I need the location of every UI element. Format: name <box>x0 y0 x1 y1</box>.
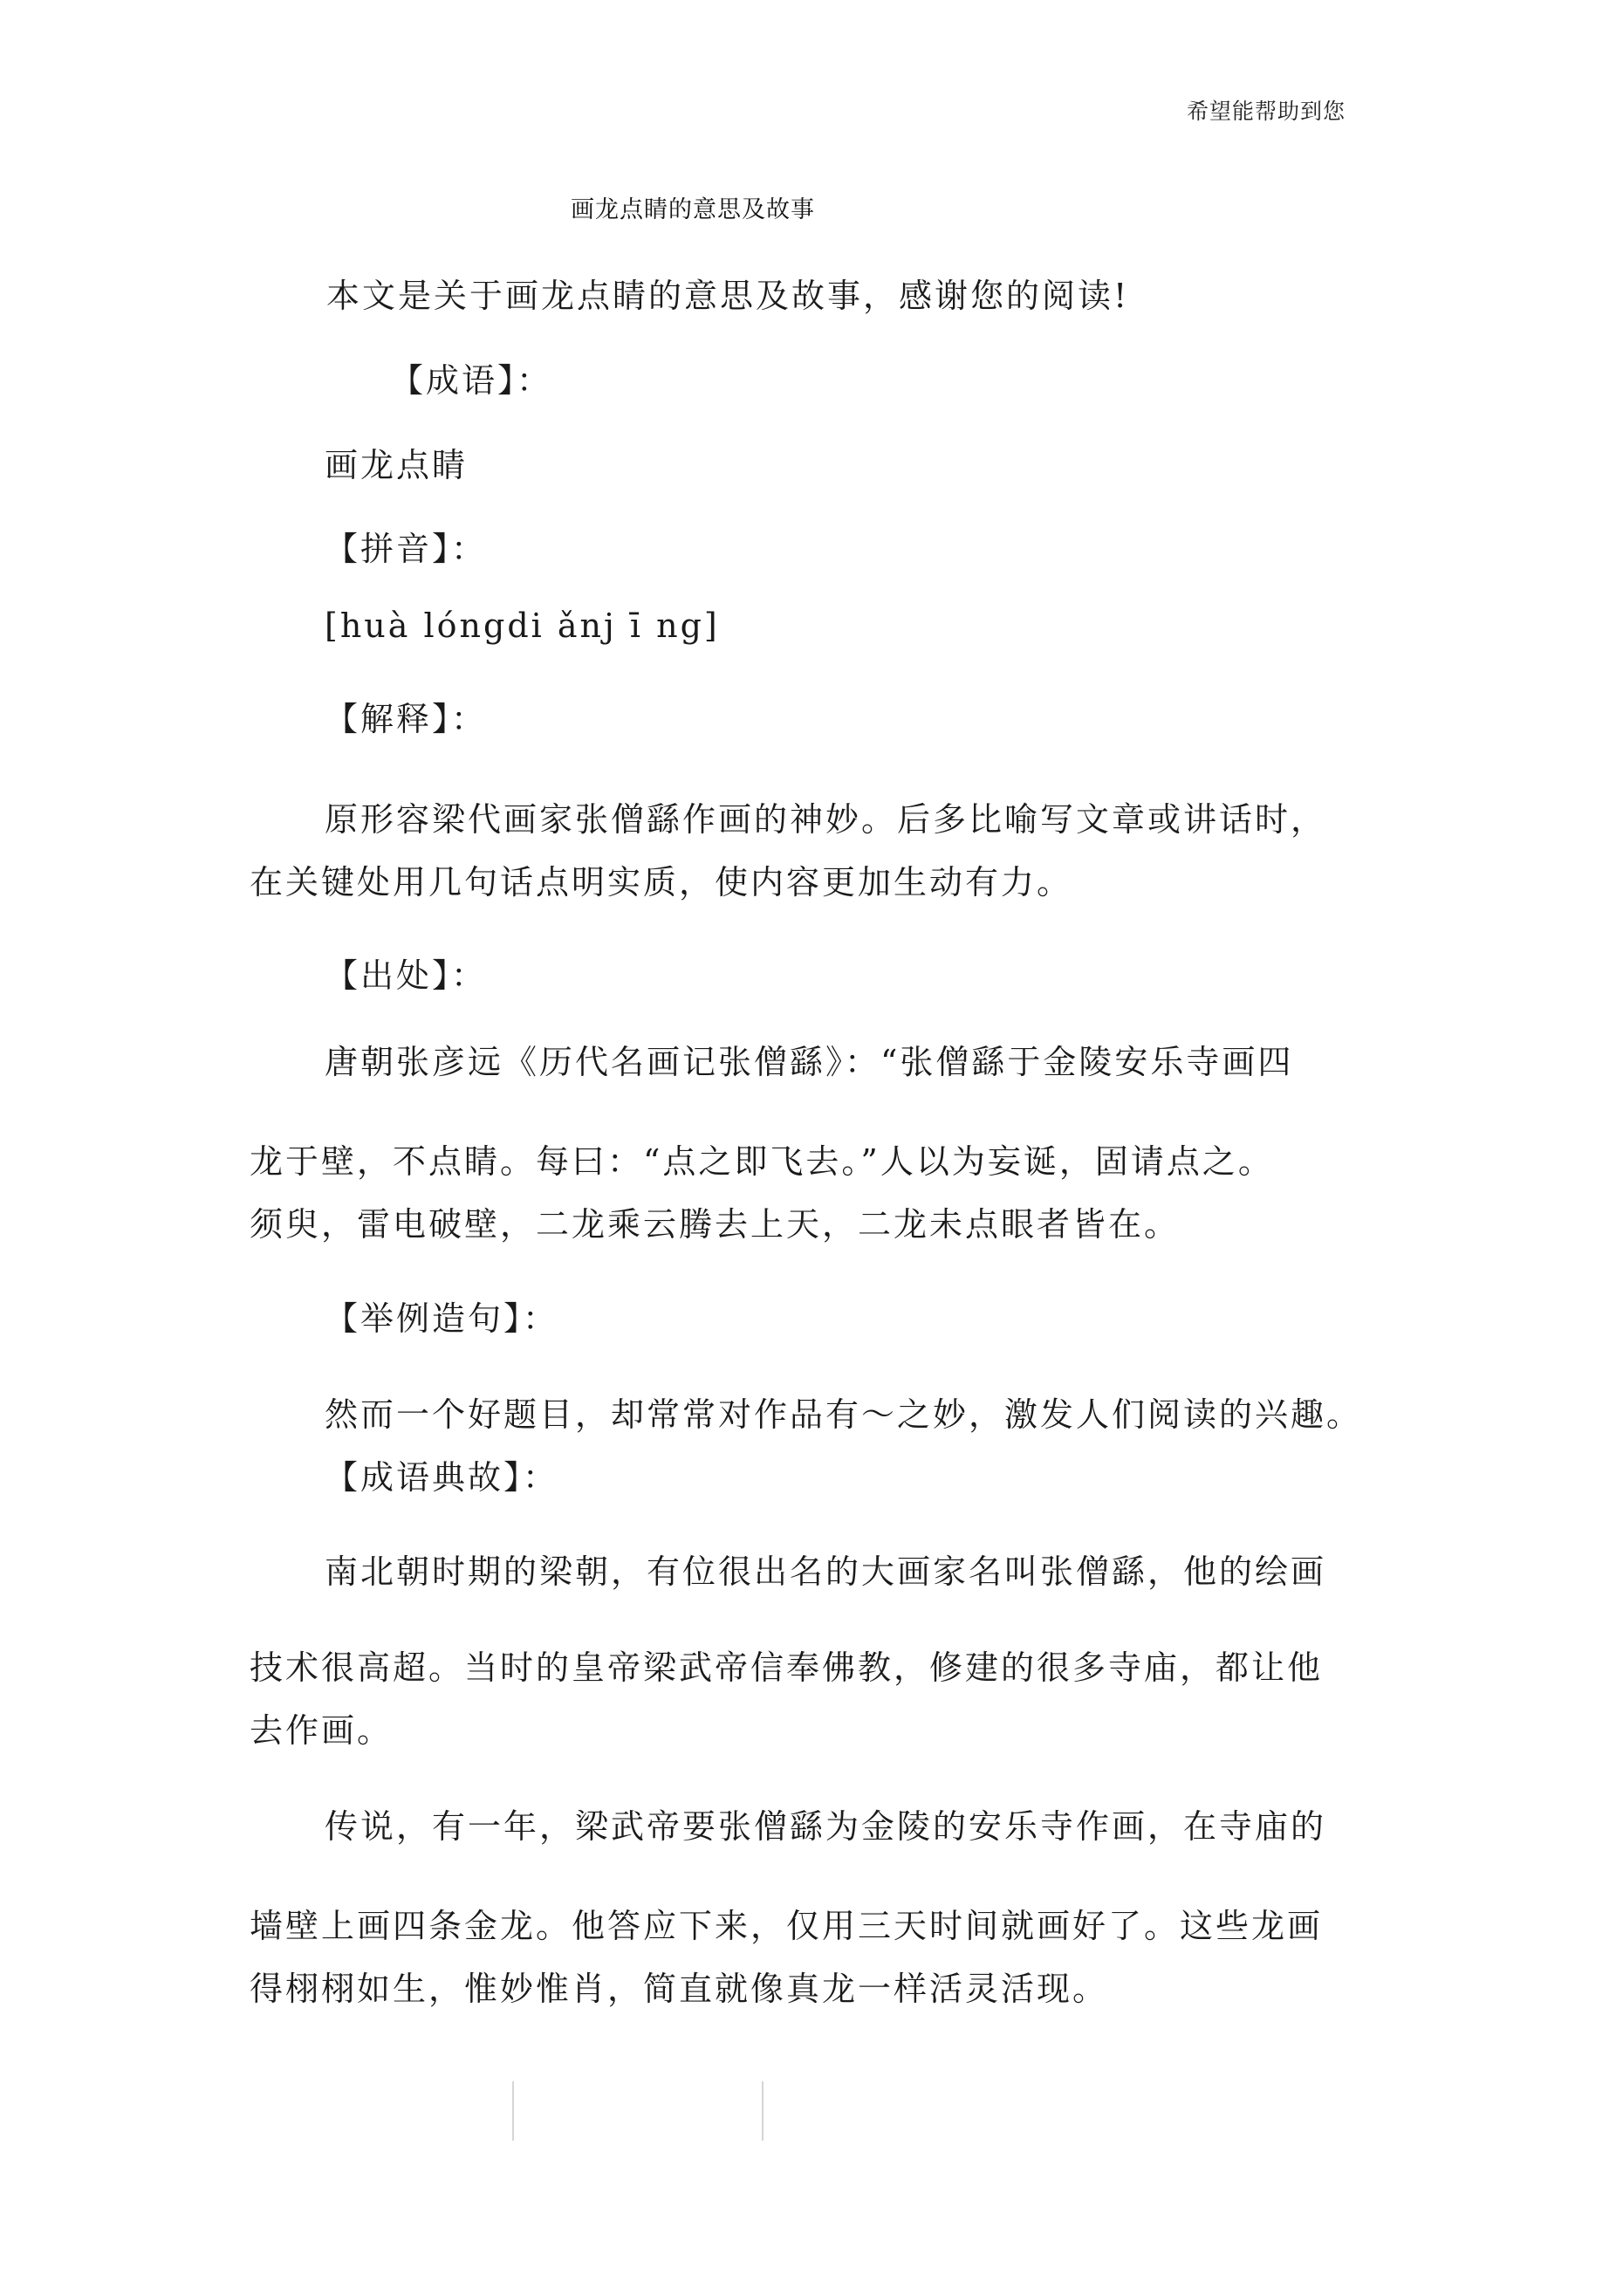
pinyin-label: 【拼音】： <box>325 530 488 568</box>
example-label: 【举例造句】： <box>325 1299 559 1338</box>
source-label: 【出处】： <box>325 956 488 995</box>
story-line: 得栩栩如生，惟妙惟肖，简直就像真龙一样活灵活现。 <box>250 1970 1109 2008</box>
pinyin-text: [huà lóngdi ǎnj ī ng] <box>325 607 720 645</box>
idiom-text: 画龙点睛 <box>325 446 469 484</box>
meaning-line: 在关键处用几句话点明实质，使内容更加生动有力。 <box>250 863 1073 901</box>
example-text: 然而一个好题目，却常常对作品有～之妙，激发人们阅读的兴趣。 <box>325 1395 1363 1434</box>
meaning-line: 原形容梁代画家张僧繇作画的神妙。后多比喻写文章或讲话时， <box>325 800 1327 839</box>
story-label: 【成语典故】： <box>325 1458 559 1497</box>
source-line: 唐朝张彦远《历代名画记张僧繇》：“张僧繇于金陵安乐寺画四 <box>325 1043 1294 1081</box>
header-note: 希望能帮助到您 <box>1187 99 1346 124</box>
story-line: 墙壁上画四条金龙。他答应下来，仅用三天时间就画好了。这些龙画 <box>250 1907 1324 1945</box>
story-line: 去作画。 <box>250 1711 394 1750</box>
idiom-label: 【成语】： <box>390 361 553 400</box>
document-title: 画龙点睛的意思及故事 <box>571 196 815 223</box>
footer-divider-left <box>512 2081 514 2141</box>
intro-line: 本文是关于画龙点睛的意思及故事，感谢您的阅读! <box>326 277 1130 315</box>
story-line: 技术很高超。当时的皇帝梁武帝信奉佛教，修建的很多寺庙，都让他 <box>250 1648 1324 1687</box>
source-line: 须臾，雷电破壁，二龙乘云腾去上天，二龙未点眼者皆在。 <box>250 1205 1181 1244</box>
source-line: 龙于壁，不点睛。每曰：“点之即飞去。”人以为妄诞，固请点之。 <box>250 1142 1274 1181</box>
meaning-label: 【解释】： <box>325 700 488 738</box>
story-line: 传说，有一年，梁武帝要张僧繇为金陵的安乐寺作画，在寺庙的 <box>325 1807 1327 1846</box>
story-line: 南北朝时期的梁朝，有位很出名的大画家名叫张僧繇，他的绘画 <box>325 1552 1327 1591</box>
footer-divider-right <box>762 2081 764 2141</box>
